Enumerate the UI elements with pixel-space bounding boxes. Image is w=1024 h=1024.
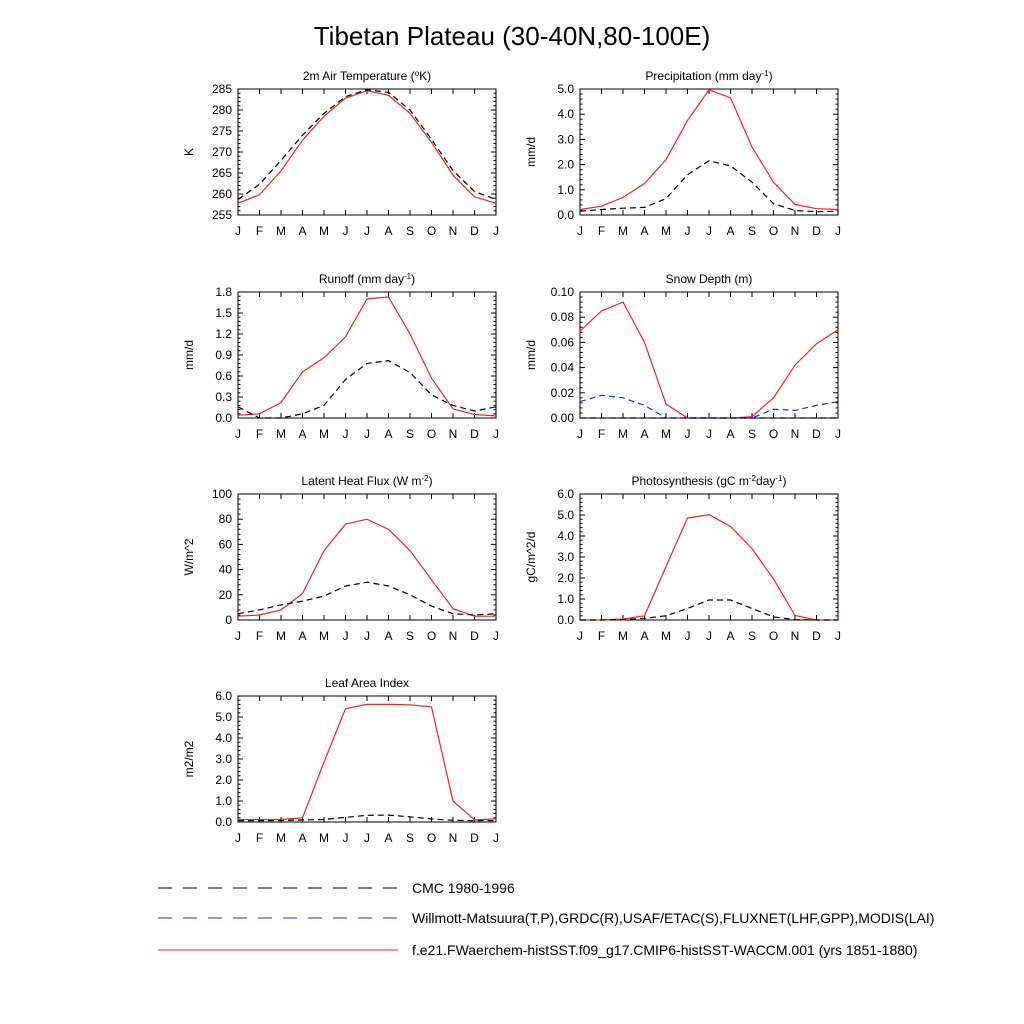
- legend-entry-2: [158, 910, 934, 926]
- y-tick-label: 275: [211, 124, 232, 138]
- y-tick-label: 5.0: [557, 508, 574, 522]
- x-tick-label: F: [597, 629, 606, 643]
- x-tick-label: J: [342, 427, 349, 441]
- legend-entry-1: [158, 880, 515, 896]
- x-tick-label: M: [319, 224, 329, 238]
- x-tick-label: J: [577, 427, 583, 441]
- legend-label: Willmott-Matsuura(T,P),GRDC(R),USAF/ETAC(S),FLUXNET(LHF,GPP),MODIS(LAI): [412, 910, 935, 926]
- x-tick-label: S: [747, 629, 757, 643]
- y-tick-label: 0.06: [550, 335, 574, 350]
- x-tick-label: J: [235, 427, 241, 441]
- x-tick-label: F: [255, 831, 264, 845]
- series-line-model: [238, 704, 496, 820]
- y-tick-label: 3.0: [557, 132, 574, 147]
- y-tick-label: 100: [211, 487, 232, 501]
- y-tick-label: 4.0: [557, 529, 574, 543]
- series-line-obs: [580, 161, 838, 212]
- x-tick-label: J: [577, 224, 583, 238]
- x-tick-label: J: [235, 831, 241, 845]
- y-tick-label: 0.6: [215, 369, 232, 383]
- x-tick-label: O: [426, 629, 437, 643]
- panel-4: [524, 272, 841, 441]
- y-tick-label: 80: [218, 512, 232, 527]
- x-tick-label: J: [342, 831, 349, 845]
- y-tick-label: 280: [211, 103, 232, 117]
- y-tick-label: 3.0: [215, 752, 232, 766]
- x-tick-label: D: [470, 629, 479, 643]
- x-tick-label: J: [235, 629, 241, 643]
- x-tick-label: J: [342, 224, 349, 238]
- y-tick-label: 0.0: [215, 815, 232, 829]
- panel-title: Leaf Area Index: [324, 676, 410, 690]
- y-tick-label: 20: [218, 587, 232, 602]
- panel-title: Photosynthesis (gC $m^{-2}day^{-1}$): [631, 473, 787, 488]
- y-tick-label: 3.0: [557, 550, 574, 564]
- y-tick-label: 40: [218, 562, 232, 577]
- figure-title: Tibetan Plateau (30-40N,80-100E): [313, 21, 711, 51]
- x-tick-label: O: [426, 224, 437, 238]
- series-line-model: [580, 515, 838, 620]
- y-tick-label: 6.0: [557, 487, 574, 501]
- x-tick-label: M: [618, 224, 628, 238]
- x-tick-label: J: [706, 224, 712, 238]
- x-tick-label: D: [470, 224, 479, 238]
- plot-frame: [580, 89, 838, 215]
- x-tick-label: J: [364, 224, 370, 238]
- x-tick-label: O: [768, 629, 779, 643]
- x-tick-label: N: [448, 224, 458, 238]
- series-line-model: [238, 519, 496, 616]
- x-tick-label: A: [384, 831, 393, 845]
- y-tick-label: 2.0: [557, 157, 574, 172]
- y-tick-label: 0.10: [550, 285, 574, 299]
- panel-6: [524, 474, 841, 644]
- plot-frame: [238, 89, 496, 215]
- panels: [182, 69, 841, 846]
- y-axis-label: mm/d: [182, 340, 196, 370]
- y-tick-label: 0.3: [215, 390, 232, 404]
- x-tick-label: N: [448, 629, 458, 643]
- x-tick-label: O: [426, 831, 437, 845]
- panel-2: [524, 69, 841, 239]
- x-tick-label: F: [255, 224, 264, 238]
- x-tick-label: J: [577, 629, 583, 643]
- x-tick-label: J: [684, 427, 691, 441]
- x-tick-label: J: [235, 224, 241, 238]
- y-tick-label: 2.0: [557, 571, 574, 585]
- series-line-model: [238, 297, 496, 416]
- series-line-model: [580, 302, 838, 418]
- x-tick-label: M: [319, 427, 329, 441]
- x-tick-label: J: [706, 629, 712, 643]
- plot-frame: [238, 494, 496, 620]
- y-tick-label: 1.0: [215, 794, 232, 808]
- x-tick-label: A: [298, 224, 307, 238]
- x-tick-label: A: [640, 629, 649, 643]
- x-tick-label: A: [384, 427, 393, 441]
- x-tick-label: A: [726, 224, 735, 238]
- plot-frame: [238, 292, 496, 418]
- x-tick-label: A: [298, 629, 307, 643]
- panel-title: Runoff (mm day$^{-1}$): [318, 271, 416, 286]
- x-tick-label: S: [405, 224, 415, 238]
- y-tick-label: 0.0: [557, 613, 574, 627]
- x-tick-label: J: [364, 629, 370, 643]
- x-tick-label: J: [684, 224, 691, 238]
- legend-label: f.e21.FWaerchem-histSST.f09_g17.CMIP6-histSST-WACCM.001 (yrs 1851-1880): [412, 942, 918, 958]
- y-tick-label: 285: [211, 82, 232, 96]
- y-tick-label: 4.0: [215, 731, 232, 745]
- x-tick-label: N: [448, 831, 458, 845]
- x-tick-label: D: [470, 831, 479, 845]
- x-tick-label: J: [706, 427, 712, 441]
- x-tick-label: F: [255, 427, 264, 441]
- x-tick-label: M: [276, 427, 286, 441]
- plot-frame: [580, 494, 838, 620]
- y-axis-label: gC/m^2/d: [524, 531, 538, 583]
- y-tick-label: 2.0: [215, 773, 232, 787]
- legend-label: CMC 1980-1996: [412, 880, 515, 896]
- y-tick-label: 0.08: [550, 310, 574, 325]
- y-tick-label: 270: [211, 145, 232, 159]
- panel-title: Latent Heat Flux (W $m^{-2}$): [301, 473, 433, 488]
- y-tick-label: 0.00: [550, 411, 574, 425]
- panel-title: 2m Air Temperature ($^o$K): [302, 68, 432, 83]
- y-tick-label: 0.0: [215, 411, 232, 425]
- plot-frame: [580, 292, 838, 418]
- x-tick-label: S: [405, 629, 415, 643]
- x-tick-label: D: [812, 224, 821, 238]
- x-tick-label: J: [364, 427, 370, 441]
- x-tick-label: D: [812, 629, 821, 643]
- x-tick-label: A: [384, 224, 393, 238]
- x-tick-label: J: [364, 831, 370, 845]
- panel-3: [182, 272, 499, 442]
- x-tick-label: O: [768, 427, 779, 441]
- y-axis-label: W/m^2: [182, 538, 196, 576]
- y-tick-label: 5.0: [215, 710, 232, 724]
- x-tick-label: M: [319, 831, 329, 845]
- x-tick-label: N: [790, 427, 800, 441]
- x-tick-label: S: [747, 224, 757, 238]
- panel-1: [182, 69, 499, 239]
- x-tick-label: A: [640, 427, 649, 441]
- x-tick-label: S: [405, 427, 415, 441]
- x-tick-label: N: [790, 629, 800, 643]
- x-tick-label: J: [684, 629, 691, 643]
- y-tick-label: 1.2: [215, 327, 232, 341]
- x-tick-label: O: [768, 224, 779, 238]
- x-tick-label: S: [747, 427, 757, 441]
- series-line-obs: [238, 361, 496, 418]
- y-tick-label: 6.0: [215, 689, 232, 703]
- x-tick-label: M: [276, 831, 286, 845]
- panel-title: Precipitation (mm day$^{-1}$): [645, 68, 773, 83]
- x-tick-label: N: [448, 427, 458, 441]
- x-tick-label: J: [493, 224, 499, 238]
- x-tick-label: J: [835, 427, 841, 441]
- y-axis-label: K: [182, 147, 196, 157]
- y-tick-label: 260: [211, 187, 232, 201]
- x-tick-label: A: [298, 427, 307, 441]
- x-tick-label: M: [276, 629, 286, 643]
- x-tick-label: M: [319, 629, 329, 643]
- panel-title: Snow Depth (m): [665, 272, 753, 286]
- y-axis-label: mm/d: [524, 340, 538, 370]
- x-tick-label: S: [405, 831, 415, 845]
- y-tick-label: 60: [218, 537, 232, 552]
- x-tick-label: F: [597, 427, 606, 441]
- y-tick-label: 0.9: [215, 348, 232, 362]
- panel-5: [182, 474, 499, 644]
- x-tick-label: A: [726, 629, 735, 643]
- y-tick-label: 1.0: [557, 592, 574, 606]
- y-tick-label: 1.0: [557, 182, 574, 197]
- y-tick-label: 255: [211, 208, 232, 222]
- x-tick-label: F: [255, 629, 264, 643]
- y-tick-label: 4.0: [557, 107, 574, 122]
- panel-7: [182, 676, 499, 845]
- x-tick-label: J: [342, 629, 349, 643]
- y-tick-label: 0: [225, 613, 232, 627]
- x-tick-label: M: [661, 427, 671, 441]
- x-tick-label: M: [276, 224, 286, 238]
- x-tick-label: A: [726, 427, 735, 441]
- series-line-model: [580, 90, 838, 210]
- x-tick-label: M: [618, 629, 628, 643]
- legend: [158, 880, 934, 958]
- x-tick-label: D: [470, 427, 479, 441]
- x-tick-label: J: [493, 629, 499, 643]
- y-tick-label: 1.5: [215, 306, 232, 320]
- x-tick-label: O: [426, 427, 437, 441]
- x-tick-label: J: [835, 224, 841, 238]
- x-tick-label: A: [298, 831, 307, 845]
- x-tick-label: N: [790, 224, 800, 238]
- x-tick-label: A: [640, 224, 649, 238]
- y-axis-label: m2/m2: [182, 740, 196, 778]
- series-line-model: [238, 91, 496, 204]
- x-tick-label: M: [618, 427, 628, 441]
- series-line-obs: [238, 90, 496, 200]
- y-axis-label: mm/d: [524, 137, 538, 167]
- x-tick-label: M: [661, 629, 671, 643]
- x-tick-label: M: [661, 224, 671, 238]
- y-tick-label: 0.0: [557, 208, 574, 222]
- x-tick-label: F: [597, 224, 606, 238]
- y-tick-label: 1.8: [215, 285, 232, 299]
- x-tick-label: D: [812, 427, 821, 441]
- legend-entry-3: [158, 942, 917, 958]
- y-tick-label: 5.0: [557, 82, 574, 96]
- y-tick-label: 265: [211, 166, 232, 180]
- y-tick-label: 0.04: [550, 360, 574, 375]
- x-tick-label: J: [835, 629, 841, 643]
- plot-frame: [238, 696, 496, 822]
- y-tick-label: 0.02: [550, 385, 574, 400]
- x-tick-label: A: [384, 629, 393, 643]
- x-tick-label: J: [493, 831, 499, 845]
- x-tick-label: J: [493, 427, 499, 441]
